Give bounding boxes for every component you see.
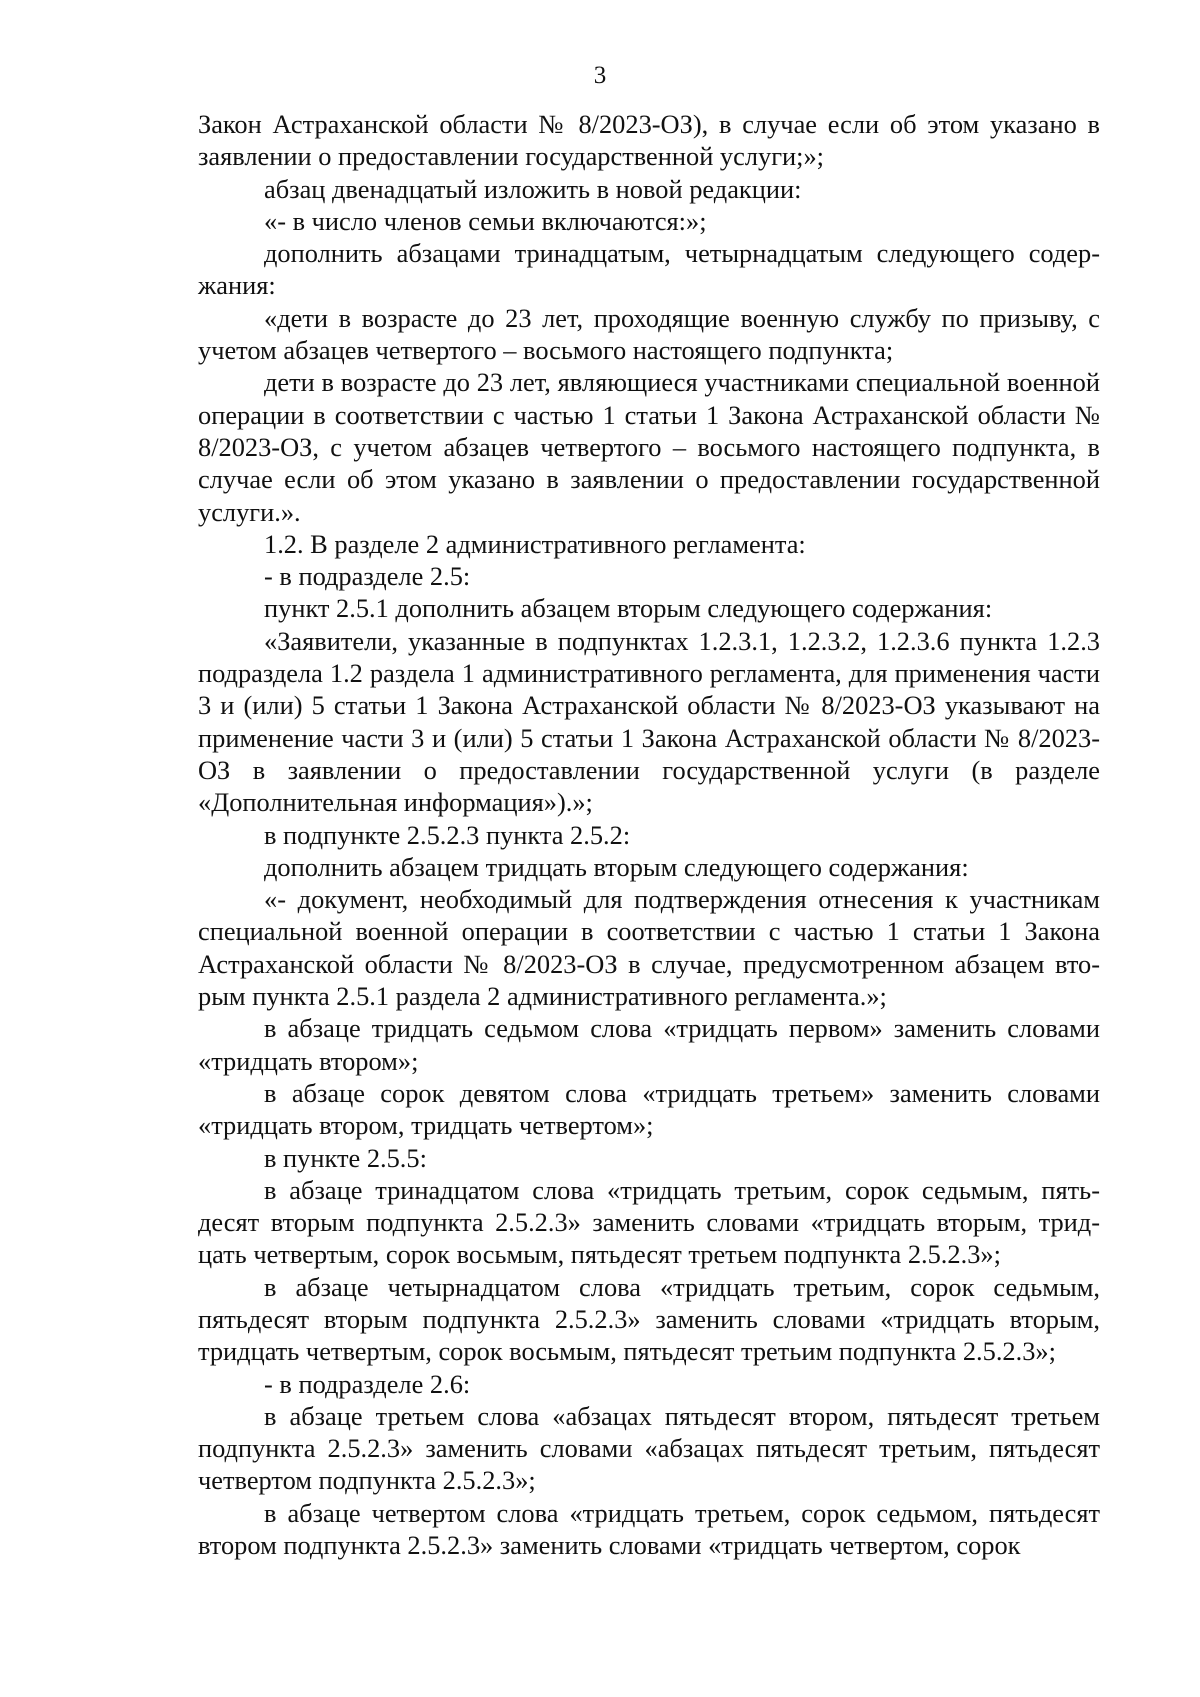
paragraph: абзац двенадцатый изложить в новой редакции: [264,173,802,204]
page-number: 3 [593,62,607,89]
paragraph: в абзаце сорок девятом слова «тридцать третьем» заменить словами «тридцать втором, тридцать четвертом»; [198,1077,1100,1141]
paragraph: - в подразделе 2.5: [264,561,471,592]
document-body [198,108,1100,1561]
paragraph: «Заявители, указанные в подпунктах 1.2.3.1, 1.2.3.2, 1.2.3.6 пункта 1.2.3 подраздела 1.2 раздела 1 административного регламента, для применения части 3 и (или) 5 статьи 1 Закона Астраханской области № 8/2023-ОЗ указывают на применение части 3 и (или) 5 статьи 1 Закона Астраханской области № 8/2023-ОЗ в заявлении о предоставлении государственной услуги (в разделе «Дополнительная информация»).»; [198,625,1100,818]
paragraph: Закон Астраханской области № 8/2023-ОЗ), в случае если об этом указано в заявлении о предоставлении государственной услуги;»; [198,109,1100,172]
paragraph: «- документ, необходимый для подтверждения отнесения к участникам специальной военной операции в соответствии с частью 1 статьи 1 Закона Астраханской области № 8/2023-ОЗ в случае, предусмотренном абзацем вторым пункта 2.5.1 раздела 2 административного регламента.»; [198,884,1100,1012]
paragraph: в абзаце тридцать седьмом слова «тридцать первом» заменить словами «тридцать втором»; [198,1013,1100,1076]
paragraph: в пункте 2.5.5: [264,1142,427,1173]
paragraph: в абзаце четвертом слова «тридцать третьем, сорок седьмом, пятьдесят втором подпункта 2.5.2.3» заменить словами «тридцать четвертом, сорок [198,1497,1100,1561]
paragraph: в абзаце четырнадцатом слова «тридцать третьим, сорок седьмым, пятьдесят вторым подпункта 2.5.2.3» заменить словами «тридцать вторым, тридцать четвертым, сорок восьмым, пятьдесят третьим подпункта 2.5.2.3»; [198,1271,1100,1367]
paragraph: в подпункте 2.5.2.3 пункта 2.5.2: [264,819,631,850]
paragraph: дети в возрасте до 23 лет, являющиеся участниками специальной военной операции в соответствии с частью 1 статьи 1 Закона Астраханской области № 8/2023-ОЗ, с учетом абзацев четвертого – восьмого настоящего подпункта, в случае если об этом указано в заявлении о предоставлении государственной услуги.». [198,367,1100,527]
paragraph: в абзаце тринадцатом слова «тридцать третьим, сорок седьмым, пятьдесят вторым подпункта 2.5.2.3» заменить словами «тридцать вторым, тридцать четвертым, сорок восьмым, пятьдесят третьем подпункта 2.5.2.3»; [198,1174,1100,1270]
paragraph: «- в число членов семьи включаются:»; [264,205,707,236]
paragraph: дополнить абзацем тридцать вторым следующего содержания: [264,851,969,882]
paragraph: 1.2. В разделе 2 административного регламента: [264,528,806,559]
paragraph: дополнить абзацами тринадцатым, четырнадцатым следующего содержания: [198,238,1100,301]
paragraph: в абзаце третьем слова «абзацах пятьдесят втором, пятьдесят третьем подпункта 2.5.2.3» заменить словами «абзацах пятьдесят третьим, пятьдесят четвертом подпункта 2.5.2.3»; [198,1400,1100,1496]
paragraph: - в подразделе 2.6: [264,1368,471,1399]
paragraph: пункт 2.5.1 дополнить абзацем вторым следующего содержания: [264,593,993,624]
paragraph: «дети в возрасте до 23 лет, проходящие военную службу по призыву, с учетом абзацев четвертого – восьмого настоящего подпункта; [198,302,1100,366]
